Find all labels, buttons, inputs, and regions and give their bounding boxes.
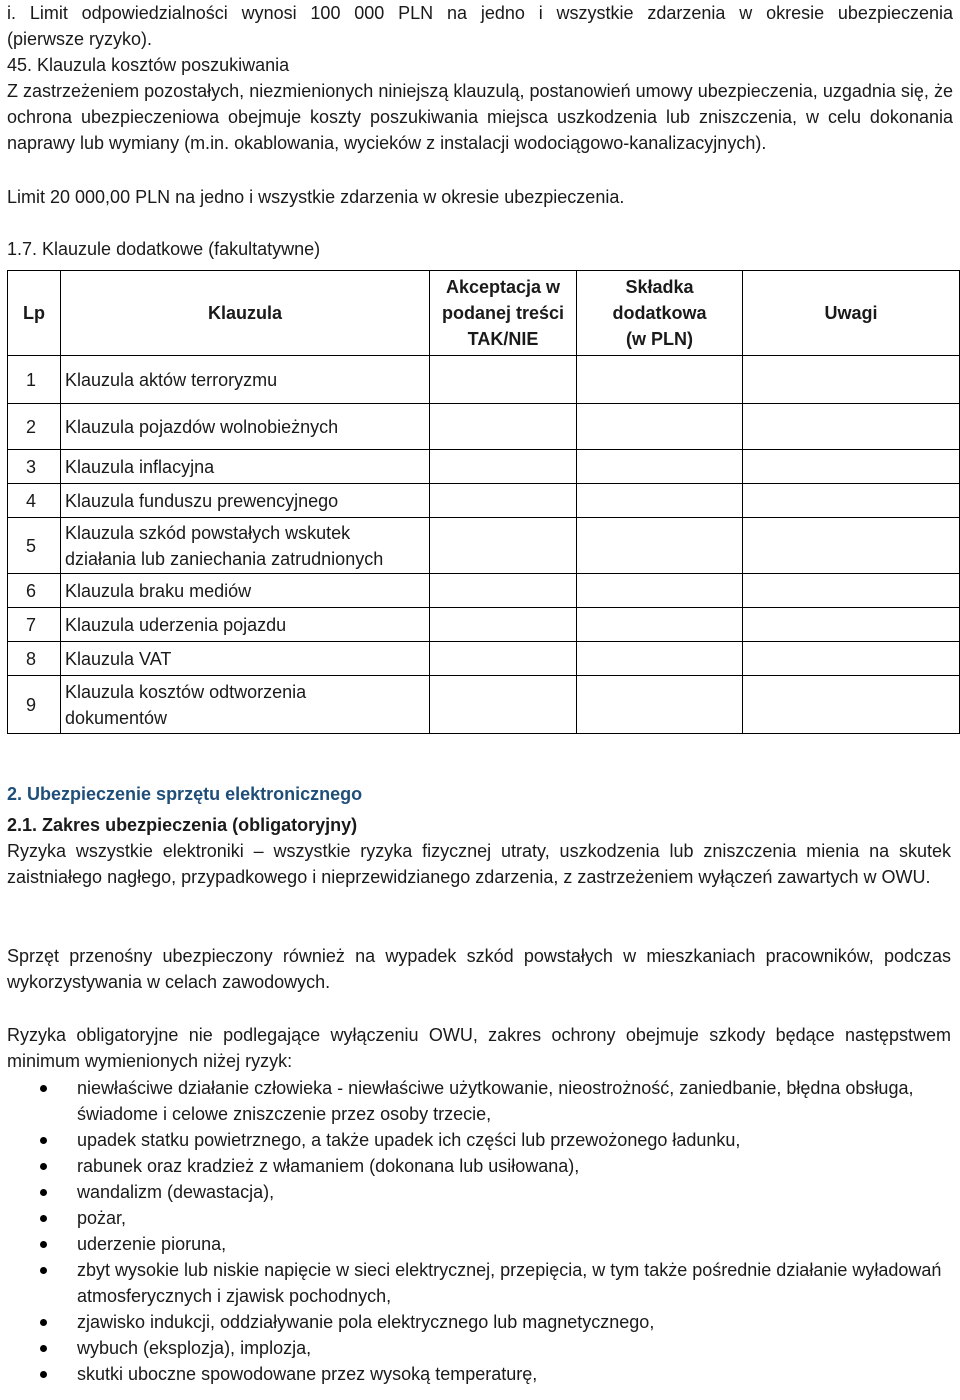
row-premium-cell[interactable] [577, 356, 743, 404]
table-row [8, 608, 960, 642]
header-akceptacja-line: podanej treści [441, 303, 565, 323]
row-clause [61, 518, 430, 574]
section-2-1-title: 2.1. Zakres ubezpieczenia (obligatoryjny) [7, 815, 358, 835]
row-notes-cell[interactable] [743, 404, 960, 450]
row-acceptance-cell[interactable] [430, 574, 577, 608]
row-clause: Klauzula funduszu prewencyjnego [61, 484, 430, 518]
row-acceptance-cell[interactable] [430, 404, 577, 450]
list-item: rabunek oraz kradzież z włamaniem (dokonana lub usiłowana), [7, 1153, 951, 1179]
limit-line-1: i. Limit odpowiedzialności wynosi 100 000 PLN na jedno i wszystkie zdarzenia w okresie ubezpieczenia [7, 3, 953, 23]
row-premium-cell[interactable] [577, 608, 743, 642]
section-2-para-1: Ryzyka wszystkie elektroniki – wszystkie ryzyka fizycznej utraty, uszkodzenia lub zniszczenia mienia na skutek zaistniałego nagłego, przypadkowego i nieprzewidzianego zdarzenia, z zastrzeżeniem wyłączeń zawartych w OWU. [7, 841, 951, 887]
row-acceptance-cell[interactable] [430, 356, 577, 404]
list-item: niewłaściwe działanie człowieka - niewłaściwe użytkowanie, nieostrożność, zaniedbanie, błędna obsługa, świadome i celowe zniszczenie przez osoby trzecie, [7, 1075, 951, 1127]
header-akceptacja-line: TAK/NIE [467, 329, 539, 349]
row-clause: Klauzula aktów terroryzmu [61, 356, 430, 404]
row-notes-cell[interactable] [743, 484, 960, 518]
section-1-7-title: 1.7. Klauzule dodatkowe (fakultatywne) [7, 239, 321, 259]
row-lp: 9 [8, 676, 61, 734]
row-lp: 2 [8, 404, 61, 450]
row-clause: Klauzula uderzenia pojazdu [61, 608, 430, 642]
table-header-row [8, 271, 960, 356]
row-clause-line: dokumentów [65, 707, 168, 728]
row-premium-cell[interactable] [577, 484, 743, 518]
table-row [8, 574, 960, 608]
row-acceptance-cell[interactable] [430, 642, 577, 676]
row-notes-cell[interactable] [743, 642, 960, 676]
clauses-table [7, 270, 960, 734]
row-clause: Klauzula pojazdów wolnobieżnych [61, 404, 430, 450]
table-row [8, 484, 960, 518]
row-acceptance-cell[interactable] [430, 608, 577, 642]
header-akceptacja-line: Akceptacja w [445, 277, 561, 297]
row-clause-line: działania lub zaniechania zatrudnionych [65, 548, 384, 569]
row-notes-cell[interactable] [743, 356, 960, 404]
row-premium-cell[interactable] [577, 404, 743, 450]
clause-45-body: Z zastrzeżeniem pozostałych, niezmienionych niniejszą klauzulą, postanowień umowy ubezpieczenia, uzgadnia się, że ochrona ubezpieczeniowa obejmuje koszty poszukiwania miejsca uszkodzenia lub zniszczenia, w celu dokonania naprawy lub wymiany (m.in. okablowania, wycieków z instalacji wodociągowo-kanalizacyjnych). [7, 81, 953, 153]
row-clause: Klauzula VAT [61, 642, 430, 676]
header-skladka-line: Składka [625, 277, 694, 297]
row-lp: 4 [8, 484, 61, 518]
row-lp: 1 [8, 356, 61, 404]
section-2-title: 2. Ubezpieczenie sprzętu elektronicznego [7, 784, 363, 804]
row-lp: 3 [8, 450, 61, 484]
list-item: zbyt wysokie lub niskie napięcie w sieci elektrycznej, przepięcia, w tym także pośrednie działanie wyładowań atmosferycznych i zjawisk pochodnych, [7, 1257, 951, 1309]
row-premium-cell[interactable] [577, 450, 743, 484]
row-acceptance-cell[interactable] [430, 484, 577, 518]
row-clause: Klauzula braku mediów [61, 574, 430, 608]
row-clause-line: Klauzula kosztów odtworzenia [65, 681, 307, 702]
row-premium-cell[interactable] [577, 574, 743, 608]
row-notes-cell[interactable] [743, 450, 960, 484]
row-lp: 7 [8, 608, 61, 642]
section-2-para-2: Sprzęt przenośny ubezpieczony również na wypadek szkód powstałych w mieszkaniach pracowników, podczas wykorzystywania w celach zawodowych. [7, 946, 951, 992]
list-item: upadek statku powietrznego, a także upadek ich części lub przewożonego ładunku, [7, 1127, 951, 1153]
clause-45-title: 45. Klauzula kosztów poszukiwania [7, 55, 290, 75]
header-skladka [577, 271, 743, 356]
table-row [8, 356, 960, 404]
table-row [8, 518, 960, 574]
section-2-para-3: Ryzyka obligatoryjne nie podlegające wyłączeniu OWU, zakres ochrony obejmuje szkody będące następstwem minimum wymienionych niżej ryzyk: [7, 1025, 951, 1071]
header-skladka-line: dodatkowa [612, 303, 707, 323]
row-notes-cell[interactable] [743, 676, 960, 734]
clause-45-limit: Limit 20 000,00 PLN na jedno i wszystkie zdarzenia w okresie ubezpieczenia. [7, 187, 625, 207]
table-row [8, 676, 960, 734]
row-notes-cell[interactable] [743, 608, 960, 642]
row-acceptance-cell[interactable] [430, 518, 577, 574]
row-premium-cell[interactable] [577, 676, 743, 734]
row-premium-cell[interactable] [577, 642, 743, 676]
list-item: zjawisko indukcji, oddziaływanie pola elektrycznego lub magnetycznego, [7, 1309, 951, 1335]
row-lp: 8 [8, 642, 61, 676]
list-item: uderzenie pioruna, [7, 1231, 951, 1257]
table-row [8, 404, 960, 450]
row-clause: Klauzula inflacyjna [61, 450, 430, 484]
header-klauzula: Klauzula [61, 271, 430, 356]
row-notes-cell[interactable] [743, 518, 960, 574]
row-clause [61, 676, 430, 734]
table-row [8, 450, 960, 484]
row-notes-cell[interactable] [743, 574, 960, 608]
header-lp: Lp [8, 271, 61, 356]
header-akceptacja [430, 271, 577, 356]
row-lp: 5 [8, 518, 61, 574]
row-acceptance-cell[interactable] [430, 676, 577, 734]
table-row [8, 642, 960, 676]
limit-line-2: (pierwsze ryzyko). [7, 29, 153, 49]
list-item: wandalizm (dewastacja), [7, 1179, 951, 1205]
list-item: pożar, [7, 1205, 951, 1231]
row-premium-cell[interactable] [577, 518, 743, 574]
header-skladka-line: (w PLN) [626, 329, 693, 349]
list-item: skutki uboczne spowodowane przez wysoką temperaturę, [7, 1361, 951, 1387]
row-lp: 6 [8, 574, 61, 608]
risks-list [7, 1075, 951, 1387]
header-uwagi: Uwagi [743, 271, 960, 356]
row-clause-line: Klauzula szkód powstałych wskutek [65, 522, 351, 543]
list-item: wybuch (eksplozja), implozja, [7, 1335, 951, 1361]
row-acceptance-cell[interactable] [430, 450, 577, 484]
